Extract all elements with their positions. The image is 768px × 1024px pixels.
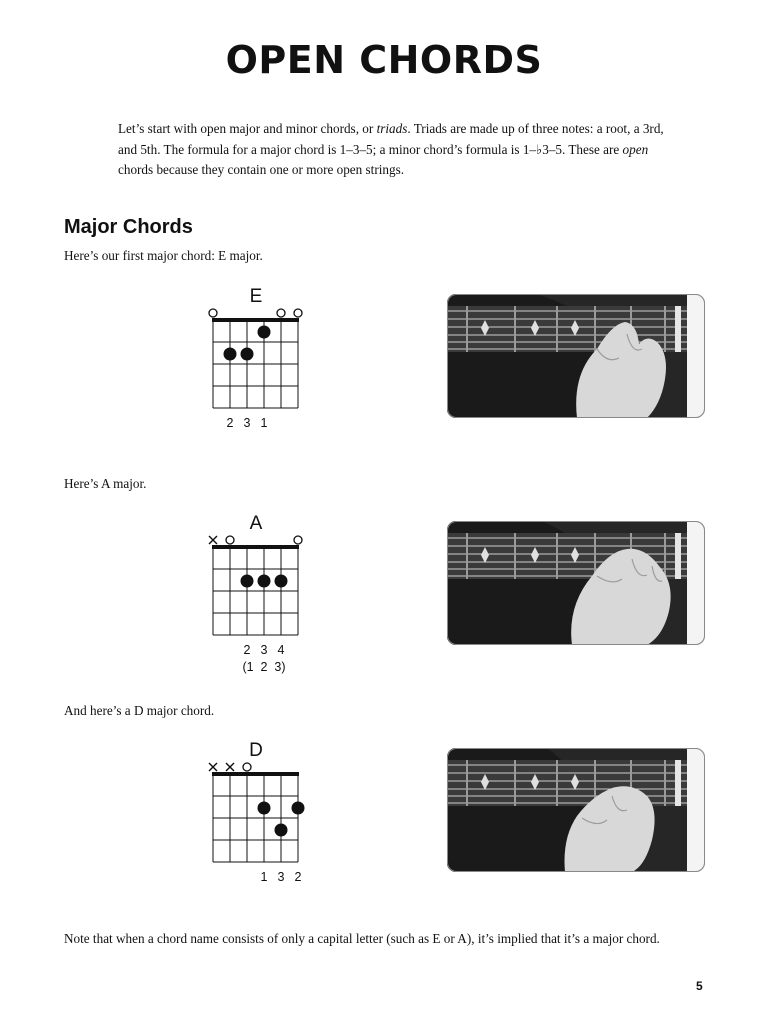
open-string-marker <box>209 309 217 317</box>
open-string-marker <box>226 536 234 544</box>
a-chord-photo <box>447 521 705 645</box>
nut <box>212 772 299 776</box>
finger-dot <box>258 575 271 588</box>
finger-dot <box>224 348 237 361</box>
finger-number: 2 <box>226 416 234 430</box>
finger-dot <box>292 802 305 815</box>
fretboard-grid <box>213 774 298 862</box>
intro-paragraph: Let’s start with open major and minor chords, or triads. Triads are made up of three notes: a root, a 3rd, and 5th. The formula for a major chord is 1–3–5; a minor chord’s formula is 1–♭3–5. These are open chords because they contain one or more open strings. <box>118 121 664 177</box>
e-chord-name: E <box>249 286 263 307</box>
open-string-marker <box>277 309 285 317</box>
finger-number: 1 <box>260 416 268 430</box>
nut <box>212 545 299 549</box>
muted-string-marker <box>226 763 234 771</box>
e-chord-diagram <box>200 282 320 432</box>
note-paragraph: Note that when a chord name consists of only a capital letter (such as E or A), it’s implied that it’s a major chord. <box>64 931 660 946</box>
finger-number: 3 <box>243 416 251 430</box>
muted-string-marker <box>209 763 217 771</box>
finger-dot <box>275 575 288 588</box>
finger-number: 4 <box>277 643 285 657</box>
finger-number: 2 <box>294 870 302 884</box>
d-chord-photo <box>447 748 705 872</box>
a-chord-name: A <box>249 513 263 534</box>
open-string-marker <box>243 763 251 771</box>
nut <box>212 318 299 322</box>
muted-string-marker <box>209 536 217 544</box>
finger-number: 3 <box>260 643 268 657</box>
section-heading: Major Chords <box>64 216 193 238</box>
finger-number: 3 <box>277 870 285 884</box>
finger-dot <box>258 326 271 339</box>
fretboard-grid <box>213 320 298 408</box>
e-chord-photo <box>447 294 705 418</box>
finger-number: 1 <box>260 870 268 884</box>
open-string-marker <box>294 309 302 317</box>
alt-finger-numbers: (1 2 3) <box>242 660 286 674</box>
finger-dot <box>258 802 271 815</box>
a-chord-diagram <box>200 509 320 675</box>
finger-dot <box>241 575 254 588</box>
open-string-marker <box>294 536 302 544</box>
fretboard-grid <box>213 547 298 635</box>
d-chord-lead: And here’s a D major chord. <box>64 703 215 718</box>
finger-dot <box>241 348 254 361</box>
page-number: 5 <box>696 979 703 993</box>
d-chord-name: D <box>249 740 263 761</box>
d-chord-diagram <box>200 736 320 886</box>
e-chord-lead: Here’s our first major chord: E major. <box>64 248 263 263</box>
a-chord-lead: Here’s A major. <box>64 476 147 491</box>
finger-dot <box>275 824 288 837</box>
finger-number: 2 <box>243 643 251 657</box>
page-title: OPEN CHORDS <box>225 38 543 82</box>
